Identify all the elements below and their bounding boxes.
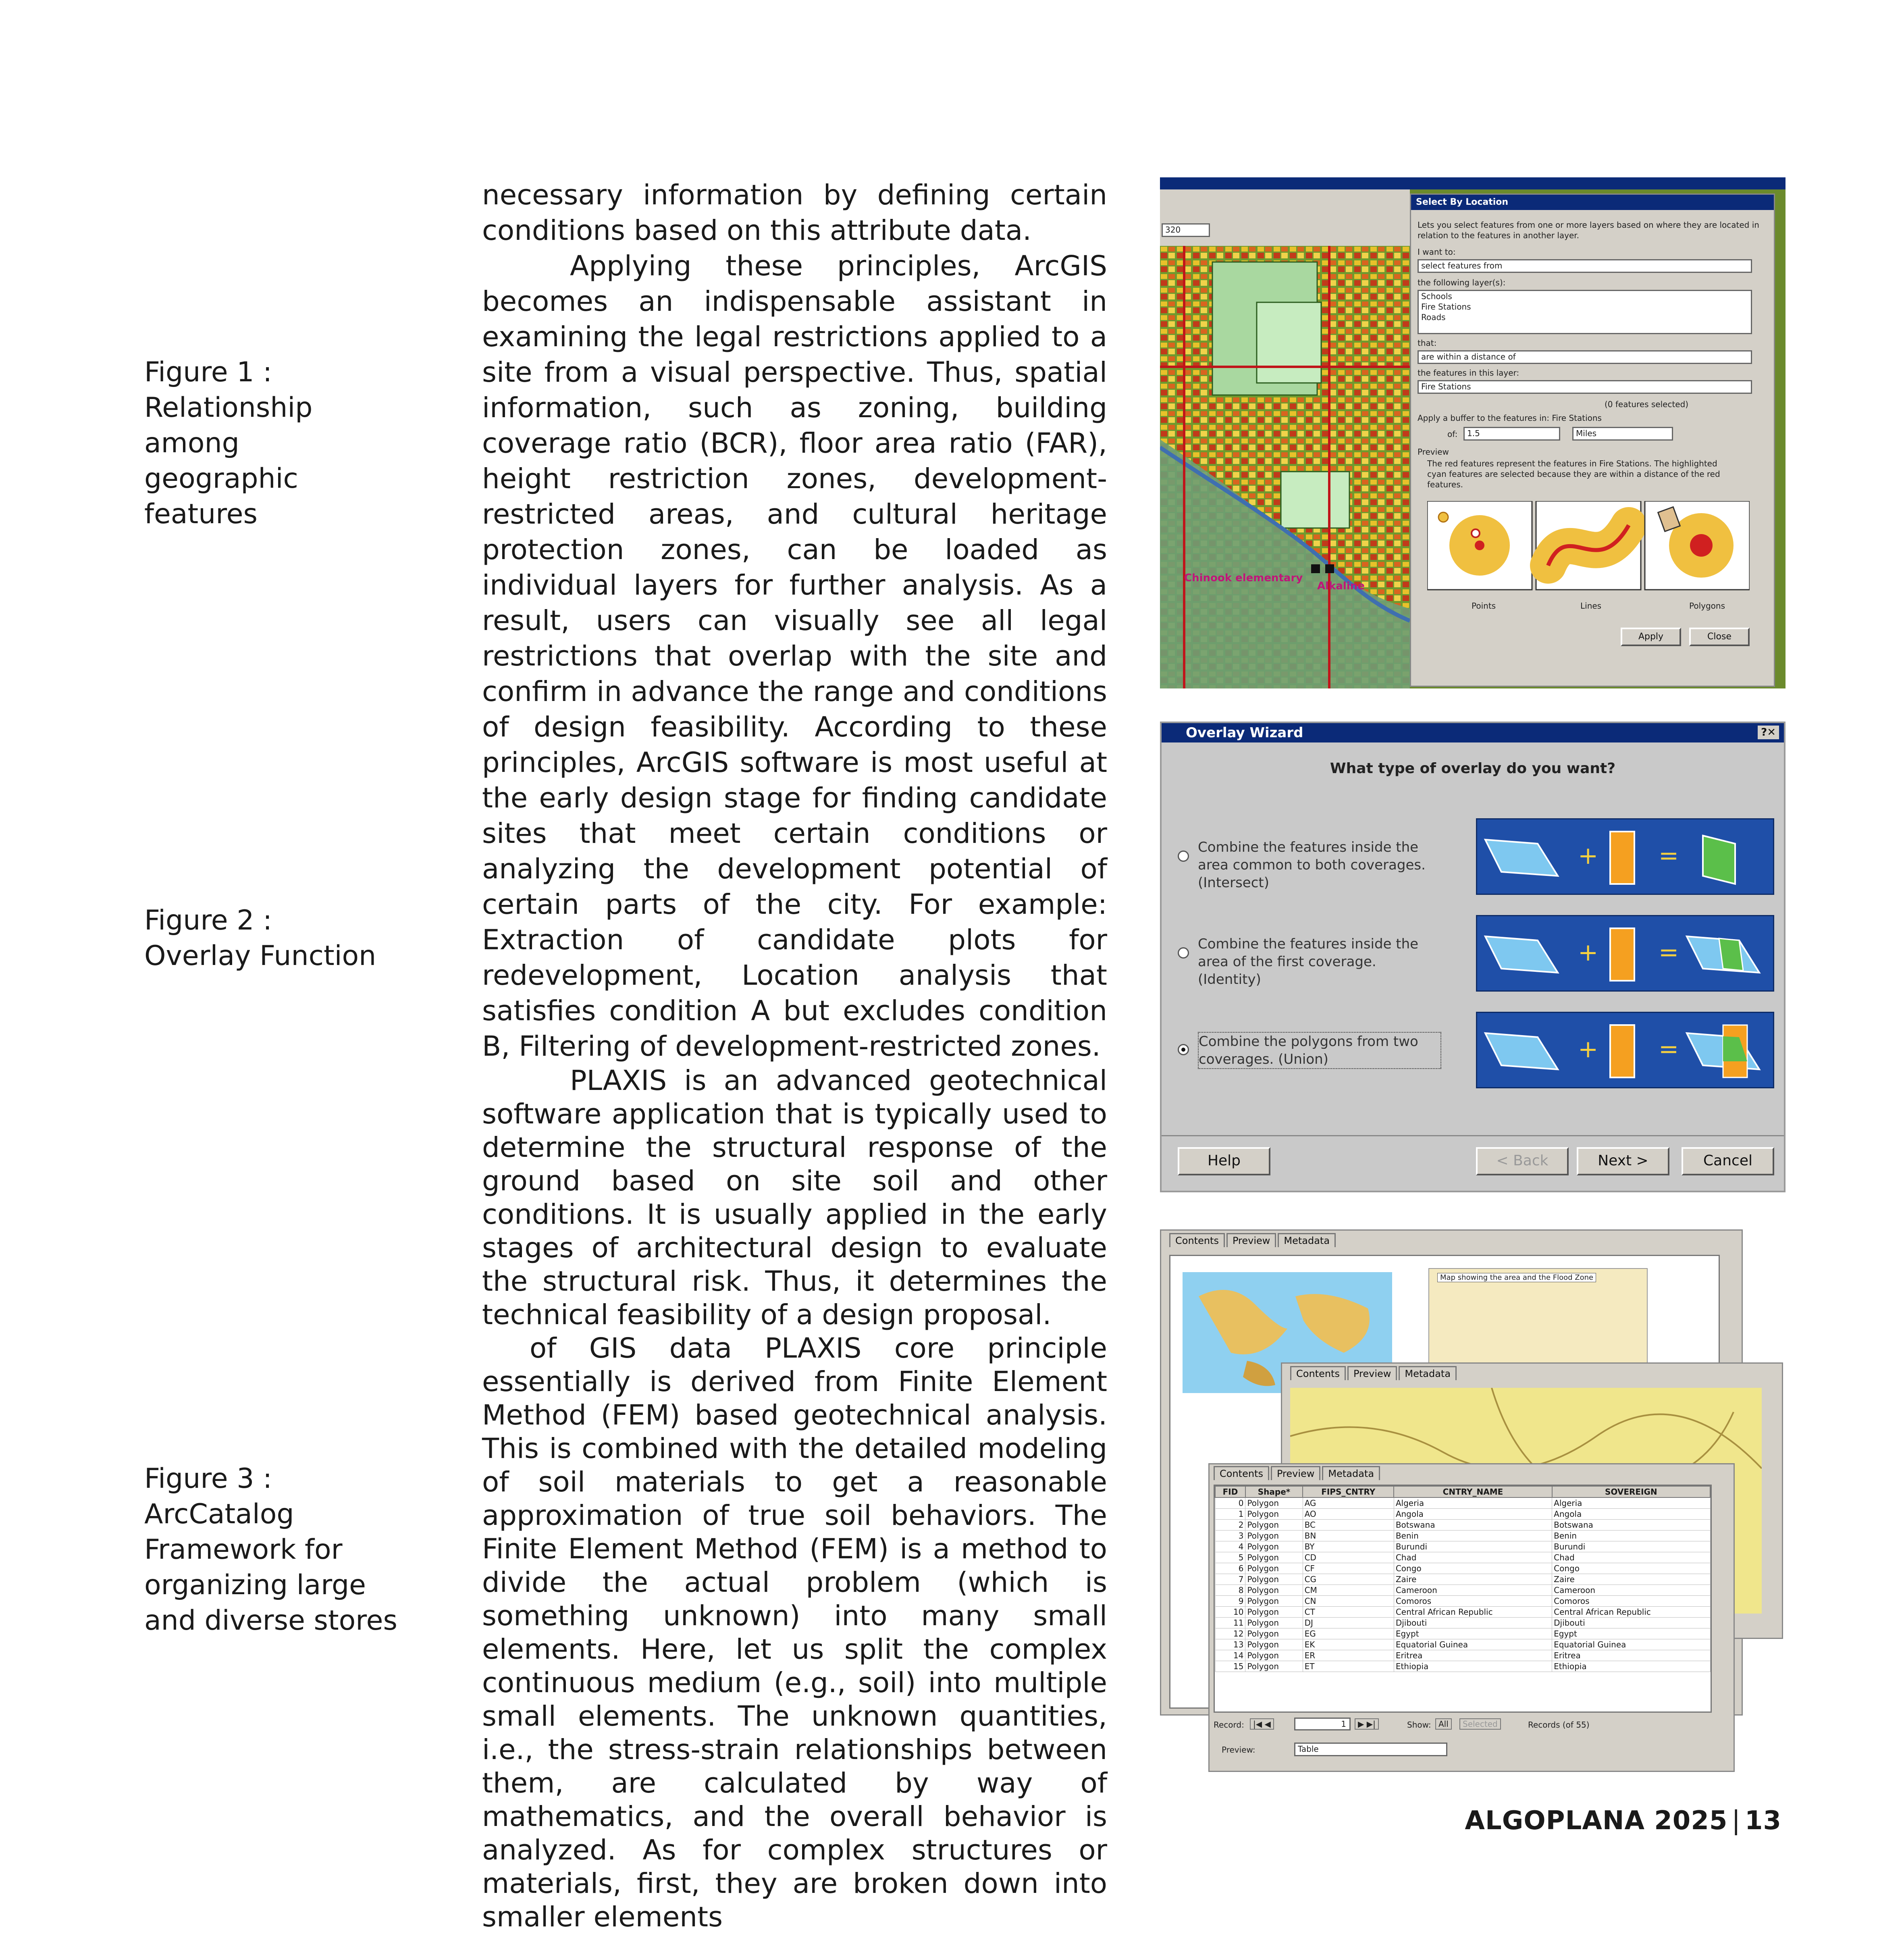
buffer-checkbox[interactable]: Apply a buffer to the features in: Fire Stations [1418,413,1602,423]
table-cell: 9 [1215,1596,1245,1607]
table-row[interactable] [1215,1661,1710,1672]
tab-strip [1290,1366,1458,1380]
page-number: 13 [1744,1806,1781,1836]
tab-preview[interactable]: Preview [1226,1233,1276,1247]
union-illustration [1476,1012,1774,1088]
table-cell: Polygon [1245,1607,1303,1618]
table-row[interactable] [1215,1497,1710,1509]
table-row[interactable] [1215,1628,1710,1639]
table-cell: 8 [1215,1585,1245,1596]
buffer-distance-input[interactable]: 1.5 [1463,427,1560,441]
table-cell: Ethiopia [1552,1661,1710,1672]
table-cell: ET [1303,1661,1394,1672]
preview-caption-lines: Lines [1580,601,1602,611]
svg-text:+: + [1578,1035,1598,1063]
preview-dropdown[interactable]: Table [1294,1743,1447,1756]
layers-list[interactable] [1418,290,1752,334]
table-row[interactable] [1215,1563,1710,1574]
table-cell: Burundi [1394,1541,1552,1552]
table-cell: Polygon [1245,1552,1303,1563]
caption-line: Framework for [144,1534,343,1566]
wizard-question: What type of overlay do you want? [1330,760,1616,777]
map-toolbar [1160,189,1410,246]
caption-line: organizing large [144,1569,366,1601]
selected-note: (0 features selected) [1605,399,1689,409]
table-cell: Djibouti [1552,1618,1710,1628]
layer-checkbox-item[interactable]: Roads [1421,312,1446,322]
caption-line: Relationship [144,392,313,424]
units-dropdown[interactable]: Miles [1572,427,1673,441]
i-want-to-dropdown[interactable]: select features from [1418,259,1752,273]
table-cell: Chad [1552,1552,1710,1563]
table-row[interactable] [1215,1509,1710,1520]
cancel-button[interactable]: Cancel [1682,1147,1774,1175]
select-by-location-dialog [1410,193,1775,687]
table-cell: Polygon [1245,1650,1303,1661]
caption-line: ArcCatalog [144,1498,294,1530]
table-row[interactable] [1215,1531,1710,1541]
tab-preview[interactable]: Preview [1271,1466,1320,1480]
preview-label: Preview: [1222,1745,1255,1755]
table-cell: BC [1303,1520,1394,1531]
intersect-illustration [1476,818,1774,895]
table-cell: Eritrea [1394,1650,1552,1661]
back-button[interactable]: < Back [1476,1147,1569,1175]
column-header[interactable]: FIPS_CNTRY [1303,1486,1394,1497]
table-cell: 7 [1215,1574,1245,1585]
table-cell: EK [1303,1639,1394,1650]
column-header[interactable]: CNTRY_NAME [1394,1486,1552,1497]
features-label: the features in this layer: [1418,368,1519,378]
figure-3-caption [144,1461,402,1639]
table-cell: Polygon [1245,1520,1303,1531]
attribute-table-pane [1214,1485,1712,1713]
table-cell: AG [1303,1497,1394,1509]
dialog-intro: Lets you select features from one or more layers based on where they are located in relation to the features in another layer. [1418,220,1759,240]
table-cell: Congo [1552,1563,1710,1574]
table-cell: Polygon [1245,1563,1303,1574]
option-text: Combine the features inside the area common to both coverages. (Intersect) [1198,839,1426,891]
table-cell: Equatorial Guinea [1394,1639,1552,1650]
preview-caption-polygons: Polygons [1689,601,1725,611]
table-cell: Burundi [1552,1541,1710,1552]
figure-2-overlay-wizard [1160,722,1786,1192]
table-header-row [1215,1486,1710,1497]
table-row[interactable] [1215,1552,1710,1563]
intersect-radio[interactable] [1178,851,1189,862]
body-paragraph: PLAXIS is an advanced geotechnical software application that is typically used to determine the structural response of the ground based on site soil and other conditions. It is usually applied in the early stages of architectural design to evaluate the structural risk. Thus, it determines the technical feasibility of a design proposal. [482,1065,1107,1331]
table-cell: CD [1303,1552,1394,1563]
tab-metadata[interactable]: Metadata [1399,1366,1457,1380]
table-cell: 4 [1215,1541,1245,1552]
table-cell: Egypt [1394,1628,1552,1639]
table-cell: Algeria [1394,1497,1552,1509]
table-row[interactable] [1215,1520,1710,1531]
overlay-option-union[interactable] [1162,1012,1784,1092]
figure-1-caption [144,355,402,532]
table-cell: Polygon [1245,1574,1303,1585]
close-button[interactable]: Close [1689,628,1750,646]
overlay-option-identity[interactable] [1162,915,1784,996]
table-cell: 0 [1215,1497,1245,1509]
table-row[interactable] [1215,1541,1710,1552]
table-cell: Comoros [1394,1596,1552,1607]
table-cell: Polygon [1245,1497,1303,1509]
table-cell: Polygon [1245,1661,1303,1672]
caption-line: among [144,427,239,459]
layer-checkbox-item[interactable]: Schools [1421,291,1452,301]
wizard-title-bar [1162,723,1784,742]
identity-radio[interactable] [1178,947,1189,959]
table-cell: Polygon [1245,1639,1303,1650]
table-cell: Ethiopia [1394,1661,1552,1672]
tab-preview[interactable]: Preview [1347,1366,1397,1380]
caption-line: Figure 1 : [144,356,272,388]
overlay-option-intersect[interactable] [1162,818,1784,899]
table-cell: Polygon [1245,1509,1303,1520]
table-row[interactable] [1215,1618,1710,1628]
record-number-input[interactable]: 1 [1294,1718,1351,1730]
table-row[interactable] [1215,1596,1710,1607]
column-header[interactable]: FID [1215,1486,1245,1497]
table-cell: 12 [1215,1628,1245,1639]
table-cell: Botswana [1394,1520,1552,1531]
body-paragraph: Applying these principles, ArcGIS becomes an indispensable assistant in examining the legal restrictions applied to a site from a visual perspective. Thus, spatial information, such as zoning, building coverage ratio (BCR), floor area ratio (FAR), height restriction zones, development-restricted areas, and cultural heritage protection zones, can be loaded as individual layers for further analysis. As a result, users can visually see all legal restrictions that overlap with the site and confirm in advance the range and conditions of design feasibility. According to these principles, ArcGIS software is most useful at the early design stage for finding candidate sites that meet certain conditions or analyzing the development potential of certain parts of the city. For example: Extraction of candidate plots for redevelopment, Location analysis that satisfies condition A but excludes condition B, Filtering of development-restricted zones. [482,250,1107,1063]
table-cell: CT [1303,1607,1394,1618]
record-navigator [1214,1716,1709,1734]
tab-metadata[interactable]: Metadata [1322,1466,1380,1480]
table-cell: 15 [1215,1661,1245,1672]
school-icon [1311,564,1320,573]
next-last-buttons[interactable]: ▶ ▶| [1355,1718,1379,1730]
show-label: Show: [1407,1720,1431,1730]
dialog-title: Select By Location [1411,195,1774,210]
table-cell: Benin [1394,1531,1552,1541]
app-title-bar [1160,177,1786,189]
map-label: Alkaline [1317,580,1365,592]
table-cell: Eritrea [1552,1650,1710,1661]
table-cell: 11 [1215,1618,1245,1628]
layer-checkbox-item[interactable]: Fire Stations [1421,302,1471,312]
records-count: Records (of 55) [1528,1720,1590,1730]
table-row[interactable] [1215,1574,1710,1585]
table-row[interactable] [1215,1650,1710,1661]
layers-label: the following layer(s): [1418,278,1506,287]
table-cell: 10 [1215,1607,1245,1618]
table-cell: Egypt [1552,1628,1710,1639]
table-cell: DJ [1303,1618,1394,1628]
help-button[interactable]: Help [1178,1147,1270,1175]
table-cell: CN [1303,1596,1394,1607]
i-want-to-label: I want to: [1418,247,1456,257]
table-cell: CM [1303,1585,1394,1596]
preview-selector [1214,1741,1536,1759]
tab-strip [1169,1233,1337,1247]
map-label: Chinook elementary [1184,572,1303,584]
table-cell: Comoros [1552,1596,1710,1607]
table-cell: BY [1303,1541,1394,1552]
caption-line: Figure 2 : [144,905,272,936]
table-cell: BN [1303,1531,1394,1541]
wizard-title: Overlay Wizard [1186,725,1303,741]
table-row[interactable] [1215,1639,1710,1650]
table-cell: 5 [1215,1552,1245,1563]
table-cell: Cameroon [1552,1585,1710,1596]
table-cell: AO [1303,1509,1394,1520]
table-window [1208,1463,1735,1772]
table-cell: Polygon [1245,1585,1303,1596]
table-cell: 6 [1215,1563,1245,1574]
tab-contents[interactable]: Contents [1169,1233,1225,1247]
table-cell: Equatorial Guinea [1552,1639,1710,1650]
table-cell: Cameroon [1394,1585,1552,1596]
table-cell: CF [1303,1563,1394,1574]
caption-line: geographic [144,463,298,495]
table-cell: Botswana [1552,1520,1710,1531]
svg-text:=: = [1659,1035,1679,1063]
caption-line: Figure 3 : [144,1463,272,1495]
tab-strip [1214,1466,1382,1480]
table-cell: Zaire [1552,1574,1710,1585]
table-cell: Zaire [1394,1574,1552,1585]
table-cell: Djibouti [1394,1618,1552,1628]
body-text-column [482,177,1107,1934]
apply-button[interactable]: Apply [1621,628,1681,646]
caption-line: features [144,498,258,530]
figure-3-arccatalog [1160,1229,1786,1774]
body-paragraph: of GIS data PLAXIS core principle essentially is derived from Finite Element Method (FEM) based geotechnical analysis. This is combined with the detailed modeling of soil materials to get a reasonable approximation of true soil behaviors. The Finite Element Method (FEM) is a method to divide the actual problem (which is something unknown) into many small elements. Here, let us split the complex continuous medium (e.g., soil) into multiple small elements. The unknown quantities, i.e., the stress-strain relationships between them, are calculated by way of mathematics, and the overall behavior is analyzed. As for complex structures or materials, first, they are broken down into smaller elements [482,1332,1107,1933]
table-cell: Angola [1394,1509,1552,1520]
table-row[interactable] [1215,1585,1710,1596]
school-icon [1325,564,1334,573]
svg-text:+: + [1578,938,1598,967]
first-prev-buttons[interactable]: |◀ ◀ [1250,1718,1274,1730]
tab-contents[interactable]: Contents [1214,1466,1269,1480]
footer-divider: | [1731,1806,1741,1836]
option-text: Combine the polygons from two coverages. (Union) [1198,1032,1441,1069]
table-cell: 13 [1215,1639,1245,1650]
preview-caption-points: Points [1472,601,1496,611]
caption-line: and diverse stores [144,1605,397,1637]
table-cell: Chad [1394,1552,1552,1563]
figure-1-arcgis-screenshot [1160,177,1786,688]
table-cell: CG [1303,1574,1394,1585]
table-cell: Algeria [1552,1497,1710,1509]
map-caption: Map showing the area and the Flood Zone [1437,1273,1596,1282]
table-cell: Polygon [1245,1628,1303,1639]
table-cell: Central African Republic [1394,1607,1552,1618]
divider [1162,1135,1784,1136]
show-selected-button[interactable]: Selected [1459,1718,1501,1730]
option-text: Combine the features inside the area of the first coverage. (Identity) [1198,936,1419,988]
table-cell: Polygon [1245,1531,1303,1541]
table-cell: EG [1303,1628,1394,1639]
preview-text: The red features represent the features in Fire Stations. The highlighted cyan features are selected because they are within a distance of the red features. [1427,459,1720,489]
svg-text:+: + [1578,842,1598,870]
features-dropdown[interactable]: Fire Stations [1418,380,1752,394]
show-all-button[interactable]: All [1435,1718,1452,1730]
preview-label: Preview [1418,447,1449,457]
help-close-icons[interactable]: ?✕ [1758,726,1779,739]
table-row[interactable] [1215,1607,1710,1618]
preview-diagrams [1427,501,1750,598]
relation-dropdown[interactable]: are within a distance of [1418,350,1752,364]
publication-title: ALGOPLANA 2025 [1465,1806,1728,1836]
tab-metadata[interactable]: Metadata [1278,1233,1336,1247]
table-cell: Polygon [1245,1541,1303,1552]
table-cell: Congo [1394,1563,1552,1574]
caption-line: Overlay Function [144,940,376,972]
tab-contents[interactable]: Contents [1290,1366,1346,1380]
of-label: of: [1447,429,1458,439]
table-cell: 2 [1215,1520,1245,1531]
table-cell: 3 [1215,1531,1245,1541]
table-cell: Polygon [1245,1596,1303,1607]
that-label: that: [1418,338,1437,348]
table-cell: Benin [1552,1531,1710,1541]
union-radio[interactable] [1178,1044,1189,1055]
map-canvas [1160,246,1410,688]
record-label: Record: [1214,1720,1244,1730]
page-footer [1465,1806,1781,1836]
scale-dropdown[interactable]: 320 [1162,223,1210,237]
table-cell: ER [1303,1650,1394,1661]
table-cell: Polygon [1245,1618,1303,1628]
svg-text:=: = [1659,842,1679,870]
table-cell: Angola [1552,1509,1710,1520]
table-cell: Central African Republic [1552,1607,1710,1618]
table-cell: 1 [1215,1509,1245,1520]
table-cell: 14 [1215,1650,1245,1661]
column-header[interactable]: SOVEREIGN [1552,1486,1710,1497]
column-header[interactable]: Shape* [1245,1486,1303,1497]
identity-illustration [1476,915,1774,992]
svg-text:=: = [1659,938,1679,967]
figure-2-caption [144,903,402,974]
next-button[interactable]: Next > [1577,1147,1669,1175]
attribute-table[interactable] [1215,1486,1711,1672]
body-paragraph: necessary information by defining certain conditions based on this attribute data. [482,179,1107,247]
